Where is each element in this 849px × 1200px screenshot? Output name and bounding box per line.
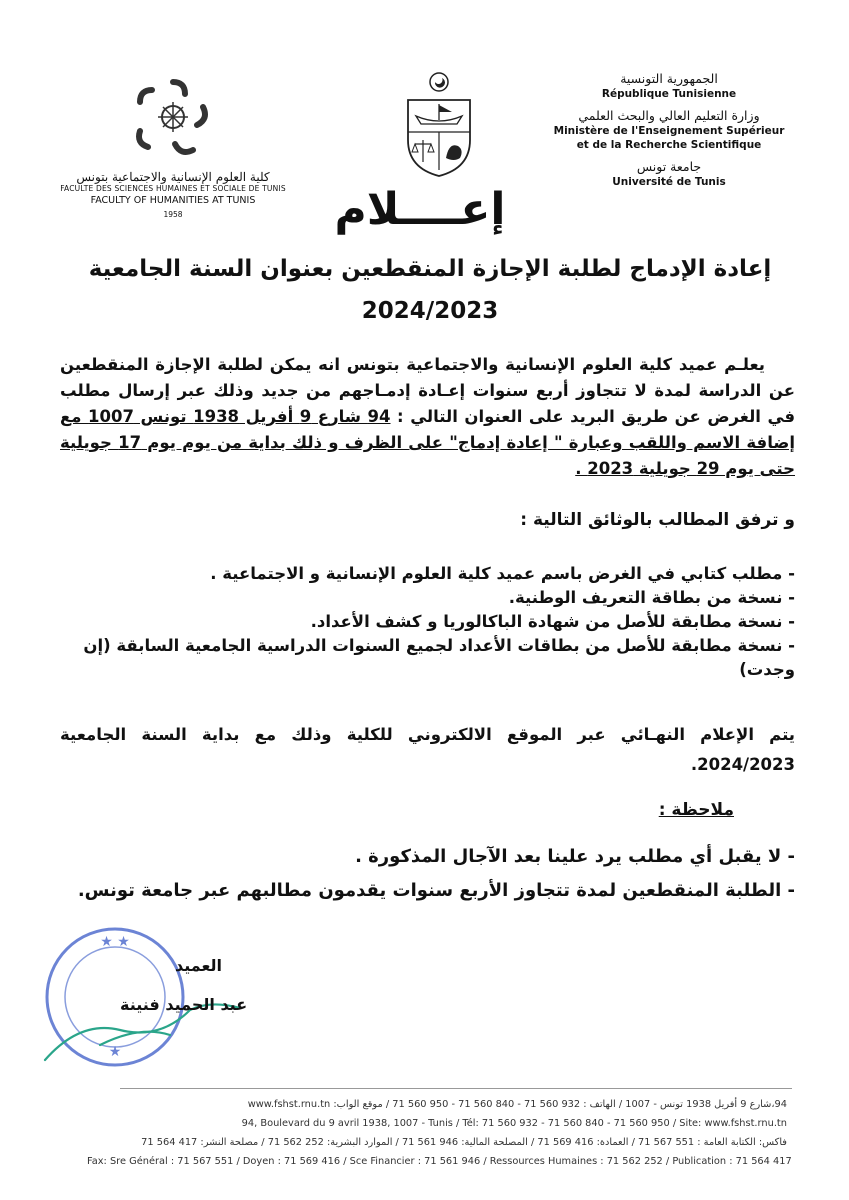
- notes-list: [60, 840, 795, 908]
- footer-address-ar: 94،شارع 9 أفريل 1938 تونس - 1007 / الهاتف : 932 560 71 - 840 560 71 - 950 560 71 / موقع الواب: www.fshst.rnu.tn: [247, 1099, 787, 1110]
- note-item: - لا يقبل أي مطلب يرد علينا بعد الآجال المذكورة .: [355, 846, 795, 867]
- footer-fax-ar: فاكس: الكتابة العامة : 551 567 71 / العمادة: 416 569 71 / المصلحة المالية: 946 561 71 / الموارد البشرية: 252 562 71 / مصلحة النشر: 417 564 71: [141, 1137, 787, 1148]
- faculty-name-fr: FACULTE DES SCIENCES HUMAINES ET SOCIALE DE TUNIS: [60, 184, 286, 193]
- ministry-fr-1: Ministère de l'Enseignement Supérieur: [553, 125, 785, 137]
- list-item: - نسخة مطابقة للأصل من بطاقات الأعداد لجميع السنوات الدراسية الجامعية السابقة (إن وجدت): [83, 636, 795, 679]
- signature-name: عبد الحميد فنينة: [120, 995, 248, 1014]
- header-institution-block: [549, 70, 789, 189]
- footer-fax-fr: Fax: Sre Général : 71 567 551 / Doyen : 71 569 416 / Sce Financier : 71 561 946 / Ressources Humaines : 71 562 252 / Publication : 71 564 417: [87, 1156, 792, 1167]
- notice-heading: إعــــلام: [334, 184, 506, 235]
- tunisia-emblem-icon: [402, 70, 476, 180]
- list-item: - مطلب كتابي في الغرض باسم عميد كلية العلوم الإنسانية و الاجتماعية .: [210, 564, 795, 583]
- intro-text: يعلـم عميد كلية العلوم الإنسانية والاجتماعية بتونس انه يمكن لطلبة الإجازة المنقطعين عن الدراسة لمدة لا تتجاوز أربع سنوات إعـادة إدمـاجهم من جديد وذلك عبر إرسال مطلب في الغرض عن طريق البريد على العنوان التالي :: [60, 355, 795, 426]
- ministry-fr-2: et de la Recherche Scientifique: [576, 139, 762, 151]
- faculty-year: 1958: [163, 210, 183, 219]
- requirements-title: و ترفق المطالب بالوثائق التالية :: [520, 510, 795, 530]
- university-ar: جامعة تونس: [636, 159, 702, 174]
- intro-paragraph: [60, 352, 795, 482]
- faculty-block: [58, 72, 288, 219]
- republic-ar: الجمهورية التونسية: [620, 71, 718, 86]
- signature-title: العميد: [175, 956, 223, 975]
- ministry-ar: وزارة التعليم العالي والبحث العلمي: [578, 108, 760, 123]
- university-fr: Université de Tunis: [612, 176, 726, 188]
- list-item: - نسخة من بطاقة التعريف الوطنية.: [508, 588, 795, 607]
- requirements-list: [60, 562, 795, 682]
- svg-text:★: ★: [108, 1044, 122, 1060]
- republic-fr: République Tunisienne: [601, 88, 737, 100]
- faculty-name-ar: كلية العلوم الإنسانية والاجتماعية بتونس: [76, 170, 270, 184]
- final-announcement: يتم الإعلام النهـائي عبر الموقع الالكتروني للكلية وذلك مع بداية السنة الجامعية 2024/2023.: [60, 725, 795, 774]
- document-title-year: 2024/2023: [361, 298, 499, 324]
- footer-divider: [120, 1088, 792, 1089]
- address-and-dates: 94 شارع 9 أفريل 1938 تونس 1007 مع إضافة الاسم واللقب وعبارة " إعادة إدماج" على الظرف و ذلك بداية من يوم يوم 17 جويلية حتى يوم 29 جويلية 2023 .: [60, 407, 796, 478]
- note-title: ملاحظة :: [658, 800, 734, 820]
- faculty-logo-icon: [128, 72, 218, 162]
- svg-text:★ ★: ★ ★: [100, 934, 130, 950]
- faculty-name-en: FACULTY OF HUMANITIES AT TUNIS: [90, 195, 256, 206]
- document-title: إعادة الإدماج لطلبة الإجازة المنقطعين بعنوان السنة الجامعية: [88, 256, 772, 282]
- footer-address-fr: 94, Boulevard du 9 avril 1938, 1007 - Tunis / Tél: 71 560 932 - 71 560 840 - 71 560 950 / Site: www.fshst.rnu.tn: [241, 1118, 787, 1129]
- list-item: - نسخة مطابقة للأصل من شهادة الباكالوريا و كشف الأعداد.: [310, 612, 795, 631]
- note-item: - الطلبة المنقطعين لمدة تتجاوز الأربع سنوات يقدمون مطالبهم عبر جامعة تونس.: [77, 880, 795, 901]
